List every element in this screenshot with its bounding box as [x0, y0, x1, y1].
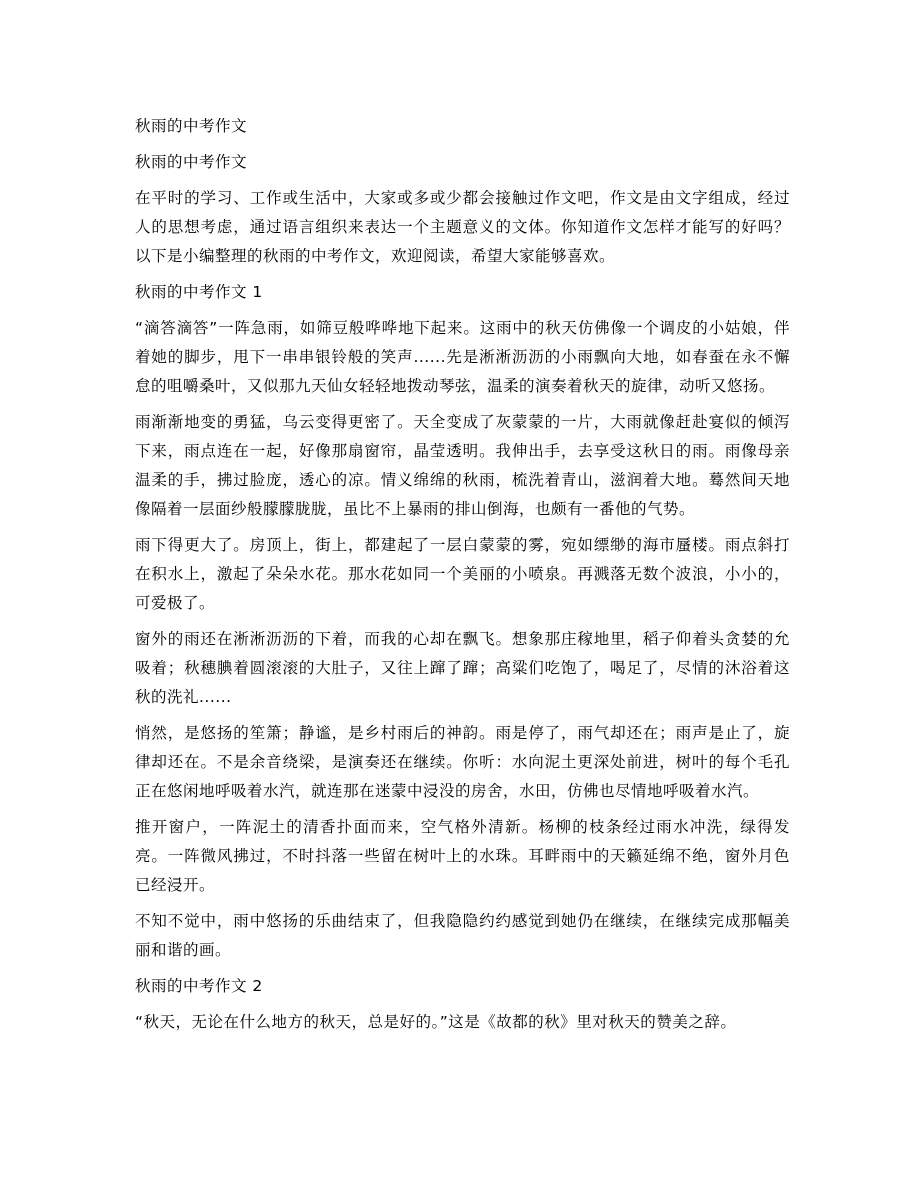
paragraph: 窗外的雨还在淅淅沥沥的下着，而我的心却在飘飞。想象那庄稼地里，稻子仰着头贪婪的允吸着；秋穗腆着圆滚滚的大肚子，又往上蹿了蹿；高粱们吃饱了，喝足了，尽情的沐浴着这秋的洗礼...... — [135, 630, 790, 706]
paragraph: 悄然，是悠扬的笙箫；静谧，是乡村雨后的神韵。雨是停了，雨气却还在；雨声是止了，旋律却还在。不是余音绕梁，是演奏还在继续。你听：水向泥土更深处前进，树叶的每个毛孔正在悠闲地呼吸着水汽，就连那在迷蒙中浸没的房舍，水田，仿佛也尽情地呼吸着水汽。 — [135, 724, 790, 800]
paragraph: 推开窗户，一阵泥土的清香扑面而来，空气格外清新。杨柳的枝条经过雨水冲洗，绿得发亮。一阵微风拂过，不时抖落一些留在树叶上的水珠。耳畔雨中的天籁延绵不绝，窗外月色已经浸开。 — [135, 818, 790, 894]
section-heading-1: 秋雨的中考作文 1 — [135, 283, 263, 301]
paragraph: “秋天，无论在什么地方的秋天，总是好的。”这是《故都的秋》里对秋天的赞美之辞。 — [135, 1013, 737, 1031]
paragraph: “滴答滴答”一阵急雨，如筛豆般哗哗地下起来。这雨中的秋天仿佛像一个调皮的小姑娘，伴着她的脚步，甩下一串串银铃般的笑声......先是淅淅沥沥的小雨飘向大地，如春蚕在永不懈怠的咀嚼桑叶，又似那九天仙女轻轻地拨动琴弦，温柔的演奏着秋天的旋律，动听又悠扬。 — [135, 319, 790, 395]
paragraph: 不知不觉中，雨中悠扬的乐曲结束了，但我隐隐约约感觉到她仍在继续，在继续完成那幅美丽和谐的画。 — [135, 912, 790, 959]
document-subtitle: 秋雨的中考作文 — [135, 153, 248, 171]
intro-paragraph: 在平时的学习、工作或生活中，大家或多或少都会接触过作文吧，作文是由文字组成，经过人的思想考虑，通过语言组织来表达一个主题意义的文体。你知道作文怎样才能写的好吗？以下是小编整理的秋雨的中考作文，欢迎阅读，希望大家能够喜欢。 — [135, 189, 790, 265]
document-title: 秋雨的中考作文 — [135, 117, 248, 135]
paragraph: 雨渐渐地变的勇猛，乌云变得更密了。天全变成了灰蒙蒙的一片，大雨就像赶赴宴似的倾泻下来，雨点连在一起，好像那扇窗帘，晶莹透明。我伸出手，去享受这秋日的雨。雨像母亲温柔的手，拂过脸庞，透心的凉。情义绵绵的秋雨，梳洗着青山，滋润着大地。蓦然间天地像隔着一层面纱般朦朦胧胧，虽比不上暴雨的排山倒海，也颇有一番他的气势。 — [135, 413, 790, 518]
paragraph: 雨下得更大了。房顶上，街上，都建起了一层白蒙蒙的雾，宛如缥缈的海市蜃楼。雨点斜打在积水上，激起了朵朵水花。那水花如同一个美丽的小喷泉。再溅落无数个波浪，小小的，可爱极了。 — [135, 536, 790, 612]
section-heading-2: 秋雨的中考作文 2 — [135, 977, 263, 995]
